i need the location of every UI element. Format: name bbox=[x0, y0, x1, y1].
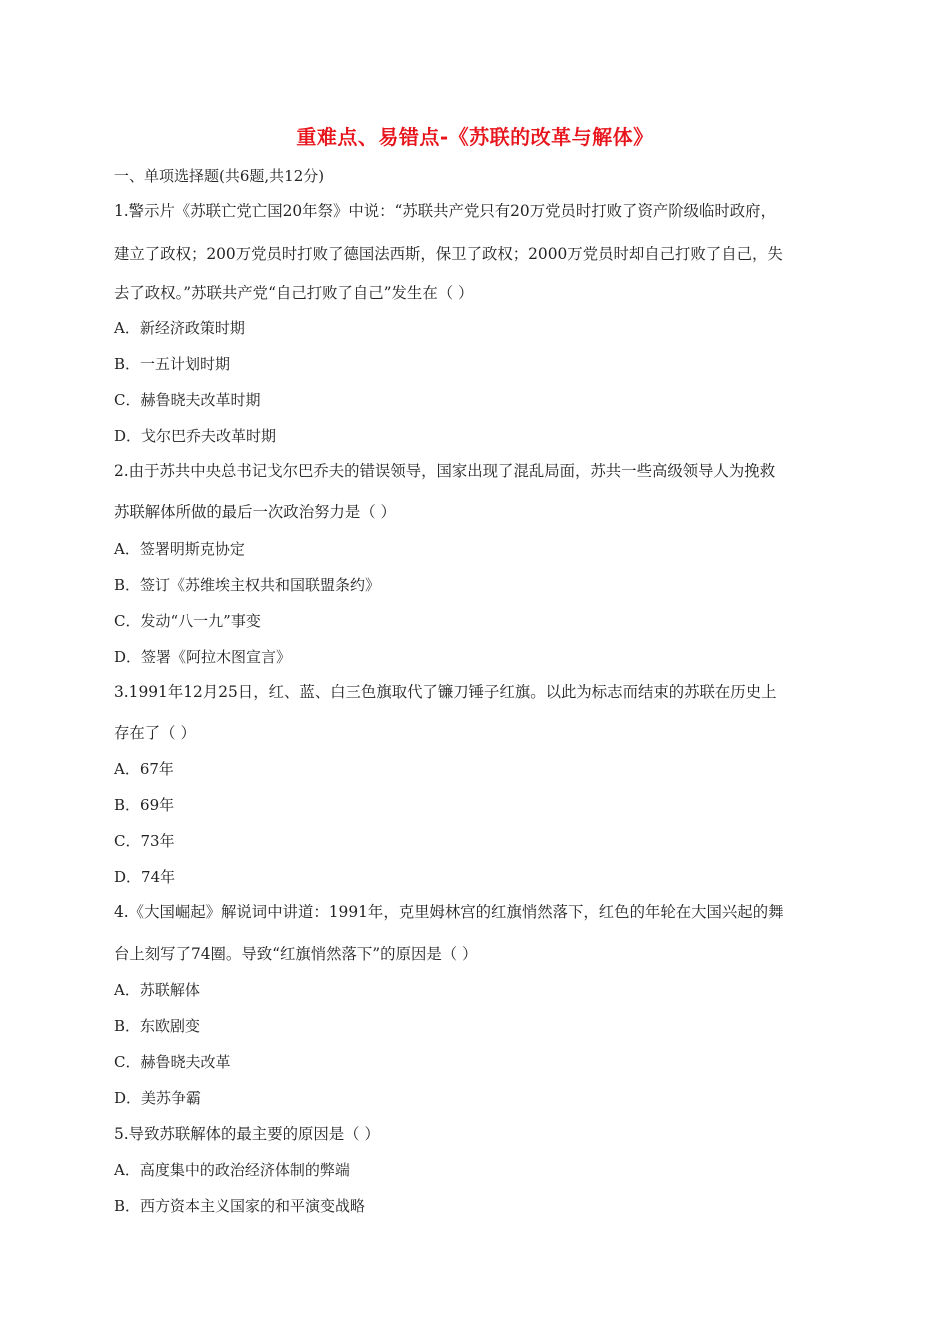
option-a: A．高度集中的政治经济体制的弊端 bbox=[114, 1161, 350, 1179]
question-stem-line: 4.《大国崛起》解说词中讲道：1991年，克里姆林宫的红旗悄然落下，红色的年轮在大国兴起的舞 bbox=[114, 903, 784, 921]
option-b: B．西方资本主义国家的和平演变战略 bbox=[114, 1197, 366, 1215]
question-stem-line: 3.1991年12月25日，红、蓝、白三色旗取代了镰刀锤子红旗。以此为标志而结束的苏联在历史上 bbox=[114, 683, 777, 701]
question-stem-line: 去了政权。”苏联共产党“自己打败了自己”发生在（ ） bbox=[114, 284, 474, 302]
question-stem-line: 苏联解体所做的最后一次政治努力是（ ） bbox=[114, 503, 396, 521]
option-b: B．一五计划时期 bbox=[114, 355, 231, 373]
option-b: B．69年 bbox=[114, 796, 175, 814]
option-c: C．赫鲁晓夫改革时期 bbox=[114, 391, 261, 409]
option-d: D．戈尔巴乔夫改革时期 bbox=[114, 427, 277, 445]
option-a: A．苏联解体 bbox=[114, 981, 200, 999]
option-a: A．签署明斯克协定 bbox=[114, 540, 245, 558]
option-c: C．赫鲁晓夫改革 bbox=[114, 1053, 231, 1071]
section-heading: 一、单项选择题(共6题,共12分) bbox=[114, 167, 325, 185]
option-d: D．签署《阿拉木图宣言》 bbox=[114, 648, 292, 666]
option-c: C．发动“八一九”事变 bbox=[114, 612, 261, 630]
option-b: B．东欧剧变 bbox=[114, 1017, 201, 1035]
question-stem-line: 1.警示片《苏联亡党亡国20年祭》中说：“苏联共产党只有20万党员时打败了资产阶级临时政府， bbox=[114, 202, 776, 220]
question-stem-line: 存在了（ ） bbox=[114, 724, 196, 742]
document-title: 重难点、易错点-《苏联的改革与解体》 bbox=[296, 125, 654, 149]
option-b: B．签订《苏维埃主权共和国联盟条约》 bbox=[114, 576, 381, 594]
option-d: D．74年 bbox=[114, 868, 176, 886]
option-a: A．新经济政策时期 bbox=[114, 319, 245, 337]
question-stem-line: 台上刻写了74圈。导致“红旗悄然落下”的原因是（ ） bbox=[114, 945, 478, 963]
question-stem-line: 5.导致苏联解体的最主要的原因是（ ） bbox=[114, 1125, 380, 1143]
question-stem-line: 建立了政权；200万党员时打败了德国法西斯，保卫了政权；2000万党员时却自己打败了自己，失 bbox=[114, 245, 783, 263]
question-stem-line: 2.由于苏共中央总书记戈尔巴乔夫的错误领导，国家出现了混乱局面，苏共一些高级领导人为挽救 bbox=[114, 462, 776, 480]
option-d: D．美苏争霸 bbox=[114, 1089, 202, 1107]
option-c: C．73年 bbox=[114, 832, 175, 850]
option-a: A．67年 bbox=[114, 760, 174, 778]
